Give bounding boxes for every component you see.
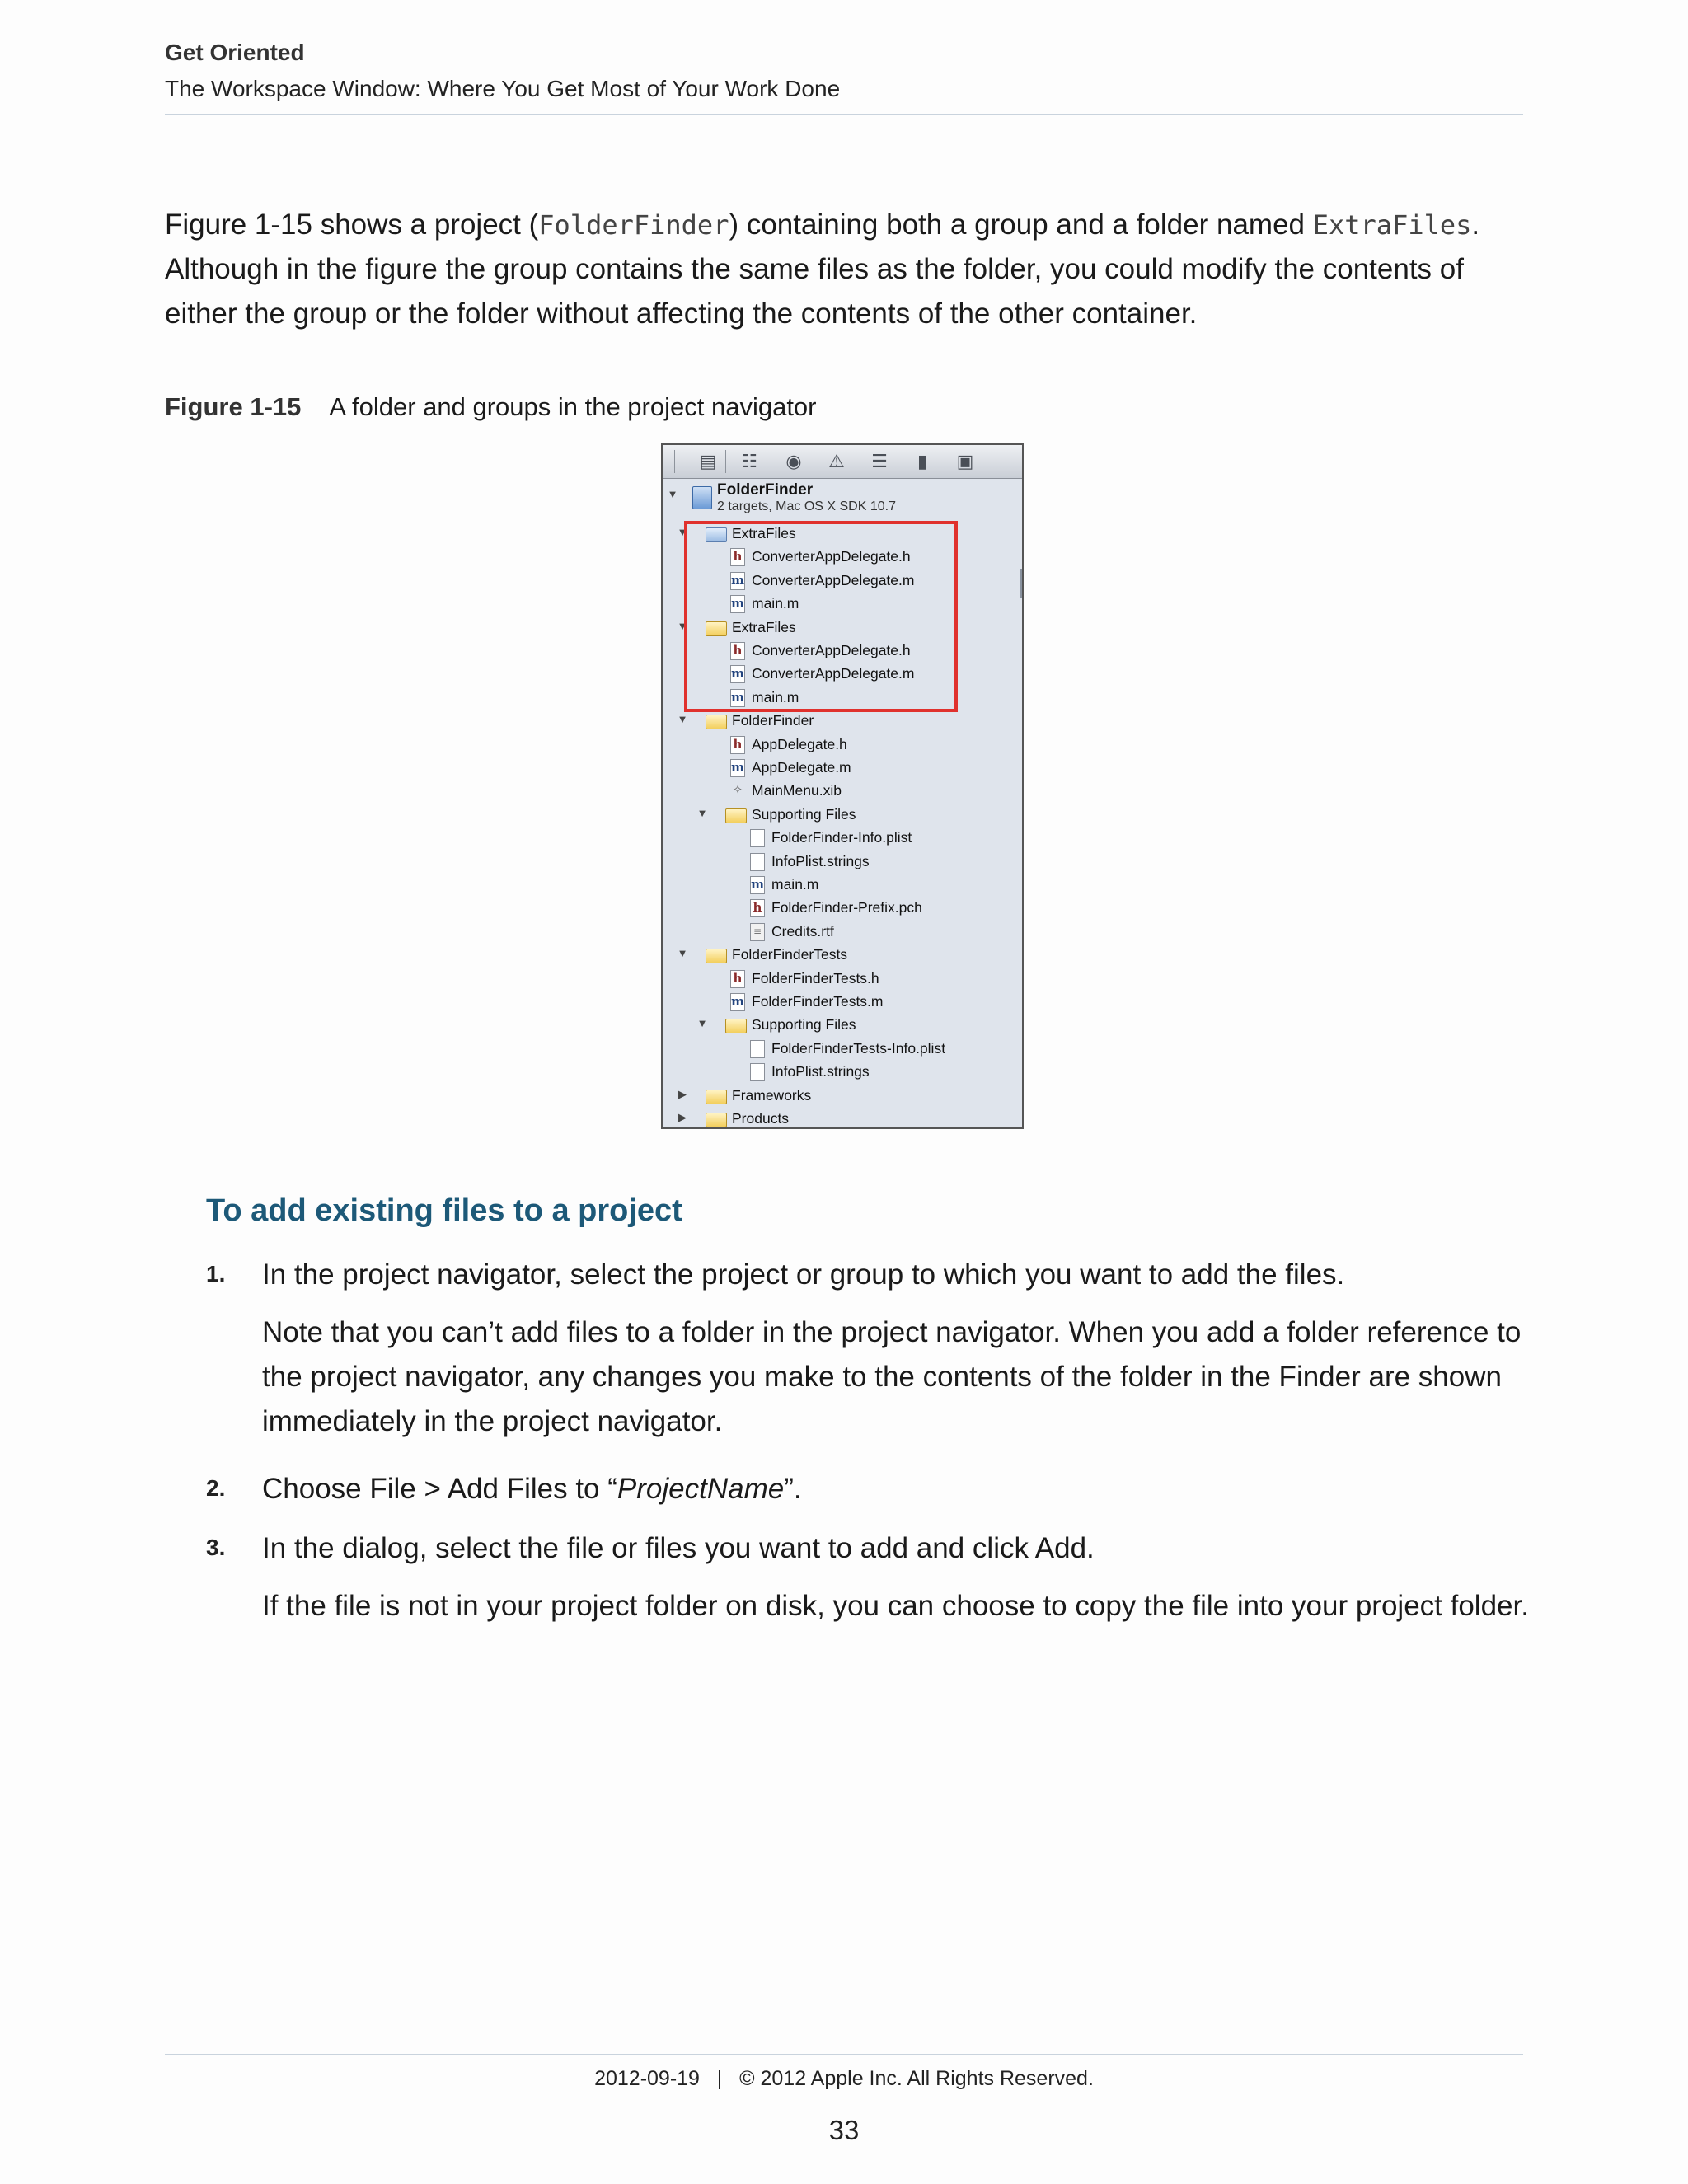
document-icon	[750, 829, 765, 847]
tree-item-label: Supporting Files	[752, 1016, 856, 1033]
tree-row[interactable]	[663, 921, 1022, 944]
tree-row[interactable]	[663, 827, 1022, 850]
tag-icon[interactable]: ▮	[917, 451, 928, 471]
tree-item-label: main.m	[771, 876, 819, 893]
highlight-box	[684, 521, 958, 712]
document-icon	[750, 853, 765, 871]
tree-row[interactable]	[663, 851, 1022, 874]
disclosure-closed-icon[interactable]: ▶	[678, 1111, 687, 1123]
source-file-icon: m	[730, 689, 745, 707]
navigator-toolbar	[663, 445, 1022, 479]
code-folderfinder: FolderFinder	[538, 209, 729, 241]
disclosure-open-icon[interactable]: ▼	[696, 1017, 708, 1030]
page-number: 33	[828, 2115, 860, 2145]
step-2-text-b: ”.	[784, 1473, 802, 1505]
disclosure-open-icon[interactable]: ▼	[677, 947, 688, 960]
disclosure-open-icon[interactable]: ▼	[677, 526, 688, 538]
scrollbar[interactable]	[1020, 569, 1022, 598]
tree-item-label: ConverterAppDelegate.h	[752, 642, 911, 658]
tree-row[interactable]	[663, 757, 1022, 780]
step-2-text-a: Choose File > Add Files to “	[262, 1473, 617, 1505]
header-file-icon: h	[750, 899, 765, 917]
step-3-number: 3.	[206, 1535, 226, 1560]
intro-text-3: . Although in the figure the group contains the same files as the folder, you could modify the contents of either the group or the folder without affecting the contents of the other container.	[165, 209, 1480, 330]
tree-row[interactable]	[663, 1038, 1022, 1061]
step-3-note: If the file is not in your project folder on disk, you can choose to copy the file into your project folder.	[262, 1590, 1529, 1622]
document-icon	[750, 1063, 765, 1081]
tree-item-label: Frameworks	[732, 1086, 812, 1104]
footer-copyright: 2012-09-19 | © 2012 Apple Inc. All Rights Reserved.	[594, 2067, 1094, 2090]
source-file-icon: m	[750, 876, 765, 894]
tree-item-label: Supporting Files	[752, 805, 856, 823]
tree-item-label: FolderFinder	[732, 712, 814, 729]
rich-text-file-icon: ≡	[750, 923, 765, 941]
tree-item-label: FolderFinderTests	[732, 946, 848, 963]
tree-item-label: FolderFinderTests.h	[752, 969, 879, 987]
tree-item-label: ConverterAppDelegate.m	[752, 571, 915, 588]
footer-divider	[165, 2054, 1523, 2055]
tree-row[interactable]	[663, 944, 1022, 967]
disclosure-open-icon[interactable]: ▼	[696, 806, 708, 819]
document-icon	[750, 1040, 765, 1058]
search-icon[interactable]: ◉	[785, 451, 802, 471]
chat-icon[interactable]: ▣	[956, 451, 974, 471]
step-1-number: 1.	[206, 1261, 226, 1286]
source-file-icon: m	[730, 595, 745, 613]
tree-row[interactable]	[663, 1061, 1022, 1084]
tree-item-label: FolderFinderTests-Info.plist	[771, 1039, 946, 1057]
hierarchy-icon[interactable]: ☷	[741, 451, 757, 471]
step-3-text: In the dialog, select the file or files you want to add and click Add.	[262, 1532, 1095, 1564]
tree-row[interactable]	[663, 874, 1022, 897]
tree-item-label: InfoPlist.strings	[771, 852, 870, 869]
tree-row[interactable]	[663, 991, 1022, 1014]
tree-row[interactable]	[663, 710, 1022, 733]
header-file-icon: h	[730, 642, 745, 660]
source-file-icon: m	[730, 993, 745, 1011]
step-1-text: In the project navigator, select the project or group to which you want to add the files.	[262, 1258, 1345, 1291]
tree-row[interactable]	[663, 897, 1022, 920]
folder-icon	[725, 1019, 747, 1033]
source-file-icon: m	[730, 759, 745, 777]
tree-item-label: InfoPlist.strings	[771, 1063, 870, 1080]
tree-row[interactable]	[663, 804, 1022, 827]
tree-item-label: main.m	[752, 688, 799, 705]
tree-item-label: ExtraFiles	[732, 525, 796, 541]
figure-label: Figure 1-15	[165, 392, 302, 421]
running-header-section: Get Oriented	[165, 40, 305, 65]
tree-item-label: AppDelegate.h	[752, 735, 847, 752]
tree-item-label: FolderFinder-Prefix.pch	[771, 899, 922, 916]
tree-item-label: ConverterAppDelegate.h	[752, 548, 911, 565]
code-extrafiles: ExtraFiles	[1312, 209, 1472, 241]
project-navigator-screenshot	[661, 443, 1024, 1129]
source-file-icon: m	[730, 665, 745, 683]
header-file-icon: h	[730, 970, 745, 988]
disclosure-open-icon[interactable]: ▼	[677, 619, 688, 632]
project-icon	[692, 486, 712, 509]
header-divider	[165, 114, 1523, 115]
step-2-number: 2.	[206, 1475, 226, 1501]
folder-icon	[706, 949, 727, 963]
folder-icon	[706, 715, 727, 729]
disclosure-triangle-icon[interactable]: ▼	[667, 488, 678, 500]
tree-item-label: AppDelegate.m	[752, 759, 851, 776]
tree-row[interactable]	[663, 1014, 1022, 1037]
tree-row[interactable]	[663, 780, 1022, 803]
tree-item-label: Credits.rtf	[771, 922, 834, 940]
project-subtitle: 2 targets, Mac OS X SDK 10.7	[717, 499, 896, 513]
tree-item-label: ExtraFiles	[732, 618, 796, 635]
step-1-note: Note that you can’t add files to a folder in the project navigator. When you add a folder reference to the project navigator, any changes you make to the contents of the folder in the Finder are shown immediately in the project navigator.	[262, 1316, 1522, 1437]
intro-paragraph	[165, 203, 1525, 336]
toolbar-separator	[725, 450, 726, 473]
folder-icon	[706, 1090, 727, 1104]
disclosure-open-icon[interactable]: ▼	[677, 713, 688, 726]
tree-row[interactable]	[663, 968, 1022, 991]
project-name[interactable]: FolderFinder	[717, 481, 814, 499]
step-2-text	[262, 1467, 1531, 1511]
warning-icon[interactable]: ⚠	[828, 451, 845, 471]
list-icon[interactable]: ☰	[871, 451, 888, 471]
header-file-icon: h	[730, 736, 745, 754]
folder-icon	[725, 808, 747, 823]
step-2-project-name: ProjectName	[617, 1473, 785, 1505]
source-file-icon: m	[730, 572, 745, 590]
header-file-icon: h	[730, 548, 745, 566]
figure-caption-text: A folder and groups in the project navigator	[329, 392, 817, 421]
tree-item-label: FolderFinderTests.m	[752, 993, 884, 1010]
running-header-title: The Workspace Window: Where You Get Most of Your Work Done	[165, 76, 841, 101]
folder-icon[interactable]: ▤	[699, 451, 717, 471]
tree-item-label: FolderFinder-Info.plist	[771, 829, 912, 846]
tree-item-label: ConverterAppDelegate.m	[752, 665, 915, 682]
tree-item-label: main.m	[752, 595, 799, 612]
tree-item-label: MainMenu.xib	[752, 782, 842, 799]
disclosure-closed-icon[interactable]: ▶	[678, 1087, 687, 1100]
intro-text-2: ) containing both a group and a folder named	[729, 209, 1313, 241]
figure-caption	[165, 392, 817, 422]
intro-text-1: Figure 1-15 shows a project (	[165, 209, 539, 241]
task-heading: To add existing files to a project	[206, 1193, 682, 1228]
folder-icon	[706, 1113, 727, 1127]
tree-item-label: Products	[732, 1110, 790, 1127]
toolbar-separator	[674, 450, 675, 473]
tree-row[interactable]	[663, 733, 1022, 757]
interface-file-icon: ✧	[732, 782, 743, 798]
tree-row[interactable]	[663, 1108, 1022, 1129]
tree-row[interactable]	[663, 1085, 1022, 1108]
